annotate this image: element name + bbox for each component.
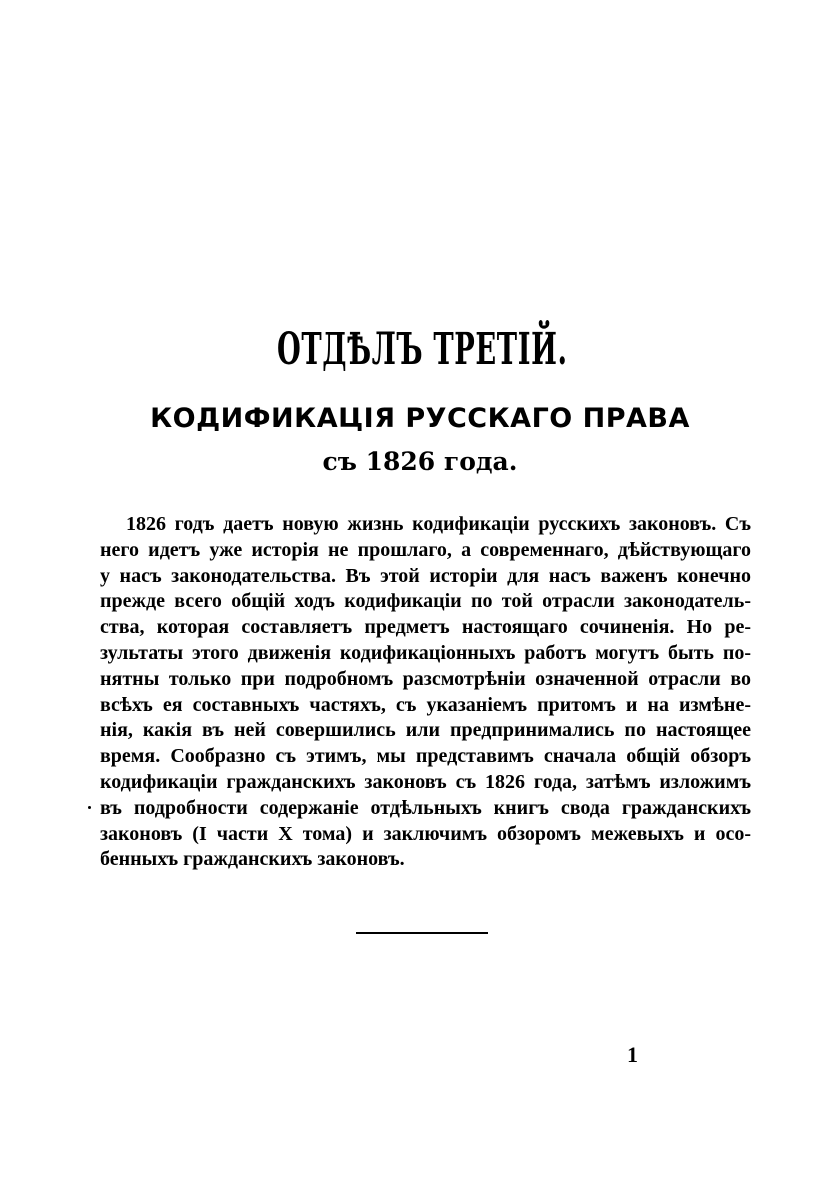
text-line: 1826 годъ даетъ новую жизнь кодификаціи русскихъ законовъ. Съ xyxy=(126,513,751,535)
section-divider-rule xyxy=(356,932,488,934)
text-line: кодификаціи гражданскихъ законовъ съ 1826 года, затѣмъ изложимъ xyxy=(100,770,751,793)
margin-mark xyxy=(88,806,91,809)
text-line: нятны только при подробномъ разсмотрѣніи означенной отрасли во xyxy=(100,667,751,690)
text-line: ства, которая составляетъ предметъ настоящаго сочиненія. Но ре- xyxy=(100,616,751,639)
text-line: въ подробности содержаніе отдѣльныхъ книгъ свода гражданскихъ xyxy=(100,796,751,819)
chapter-subtitle: КОДИФИКАЦІЯ РУССКАГО ПРАВА xyxy=(150,403,690,434)
text-line: всѣхъ ея составныхъ частяхъ, съ указаніемъ притомъ и на измѣне- xyxy=(100,693,751,716)
text-line: него идетъ уже исторія не прошлаго, а современнаго, дѣйствующаго xyxy=(100,538,751,561)
page-number: 1 xyxy=(627,1042,638,1067)
text-line: зультаты этого движенія кодификаціонныхъ работъ могутъ быть по- xyxy=(100,641,751,664)
text-line: законовъ (I части X тома) и заключимъ обзоромъ межевыхъ и осо- xyxy=(100,822,751,845)
text-line: у насъ законодательства. Въ этой исторіи для насъ важенъ конечно xyxy=(100,564,751,587)
body-paragraph xyxy=(100,512,751,873)
section-title: ОТДѢЛЪ ТРЕТІЙ. xyxy=(276,324,568,375)
text-line: бенныхъ гражданскихъ законовъ. xyxy=(100,848,405,871)
chapter-subtitle-year: съ 1826 года. xyxy=(322,447,518,476)
text-line: нія, какія въ ней совершились или предпринимались по настоящее xyxy=(100,719,751,742)
text-line: прежде всего общій ходъ кодификаціи по той отрасли законодатель- xyxy=(100,590,751,613)
text-line: время. Сообразно съ этимъ, мы представимъ сначала общій обзоръ xyxy=(100,745,751,768)
